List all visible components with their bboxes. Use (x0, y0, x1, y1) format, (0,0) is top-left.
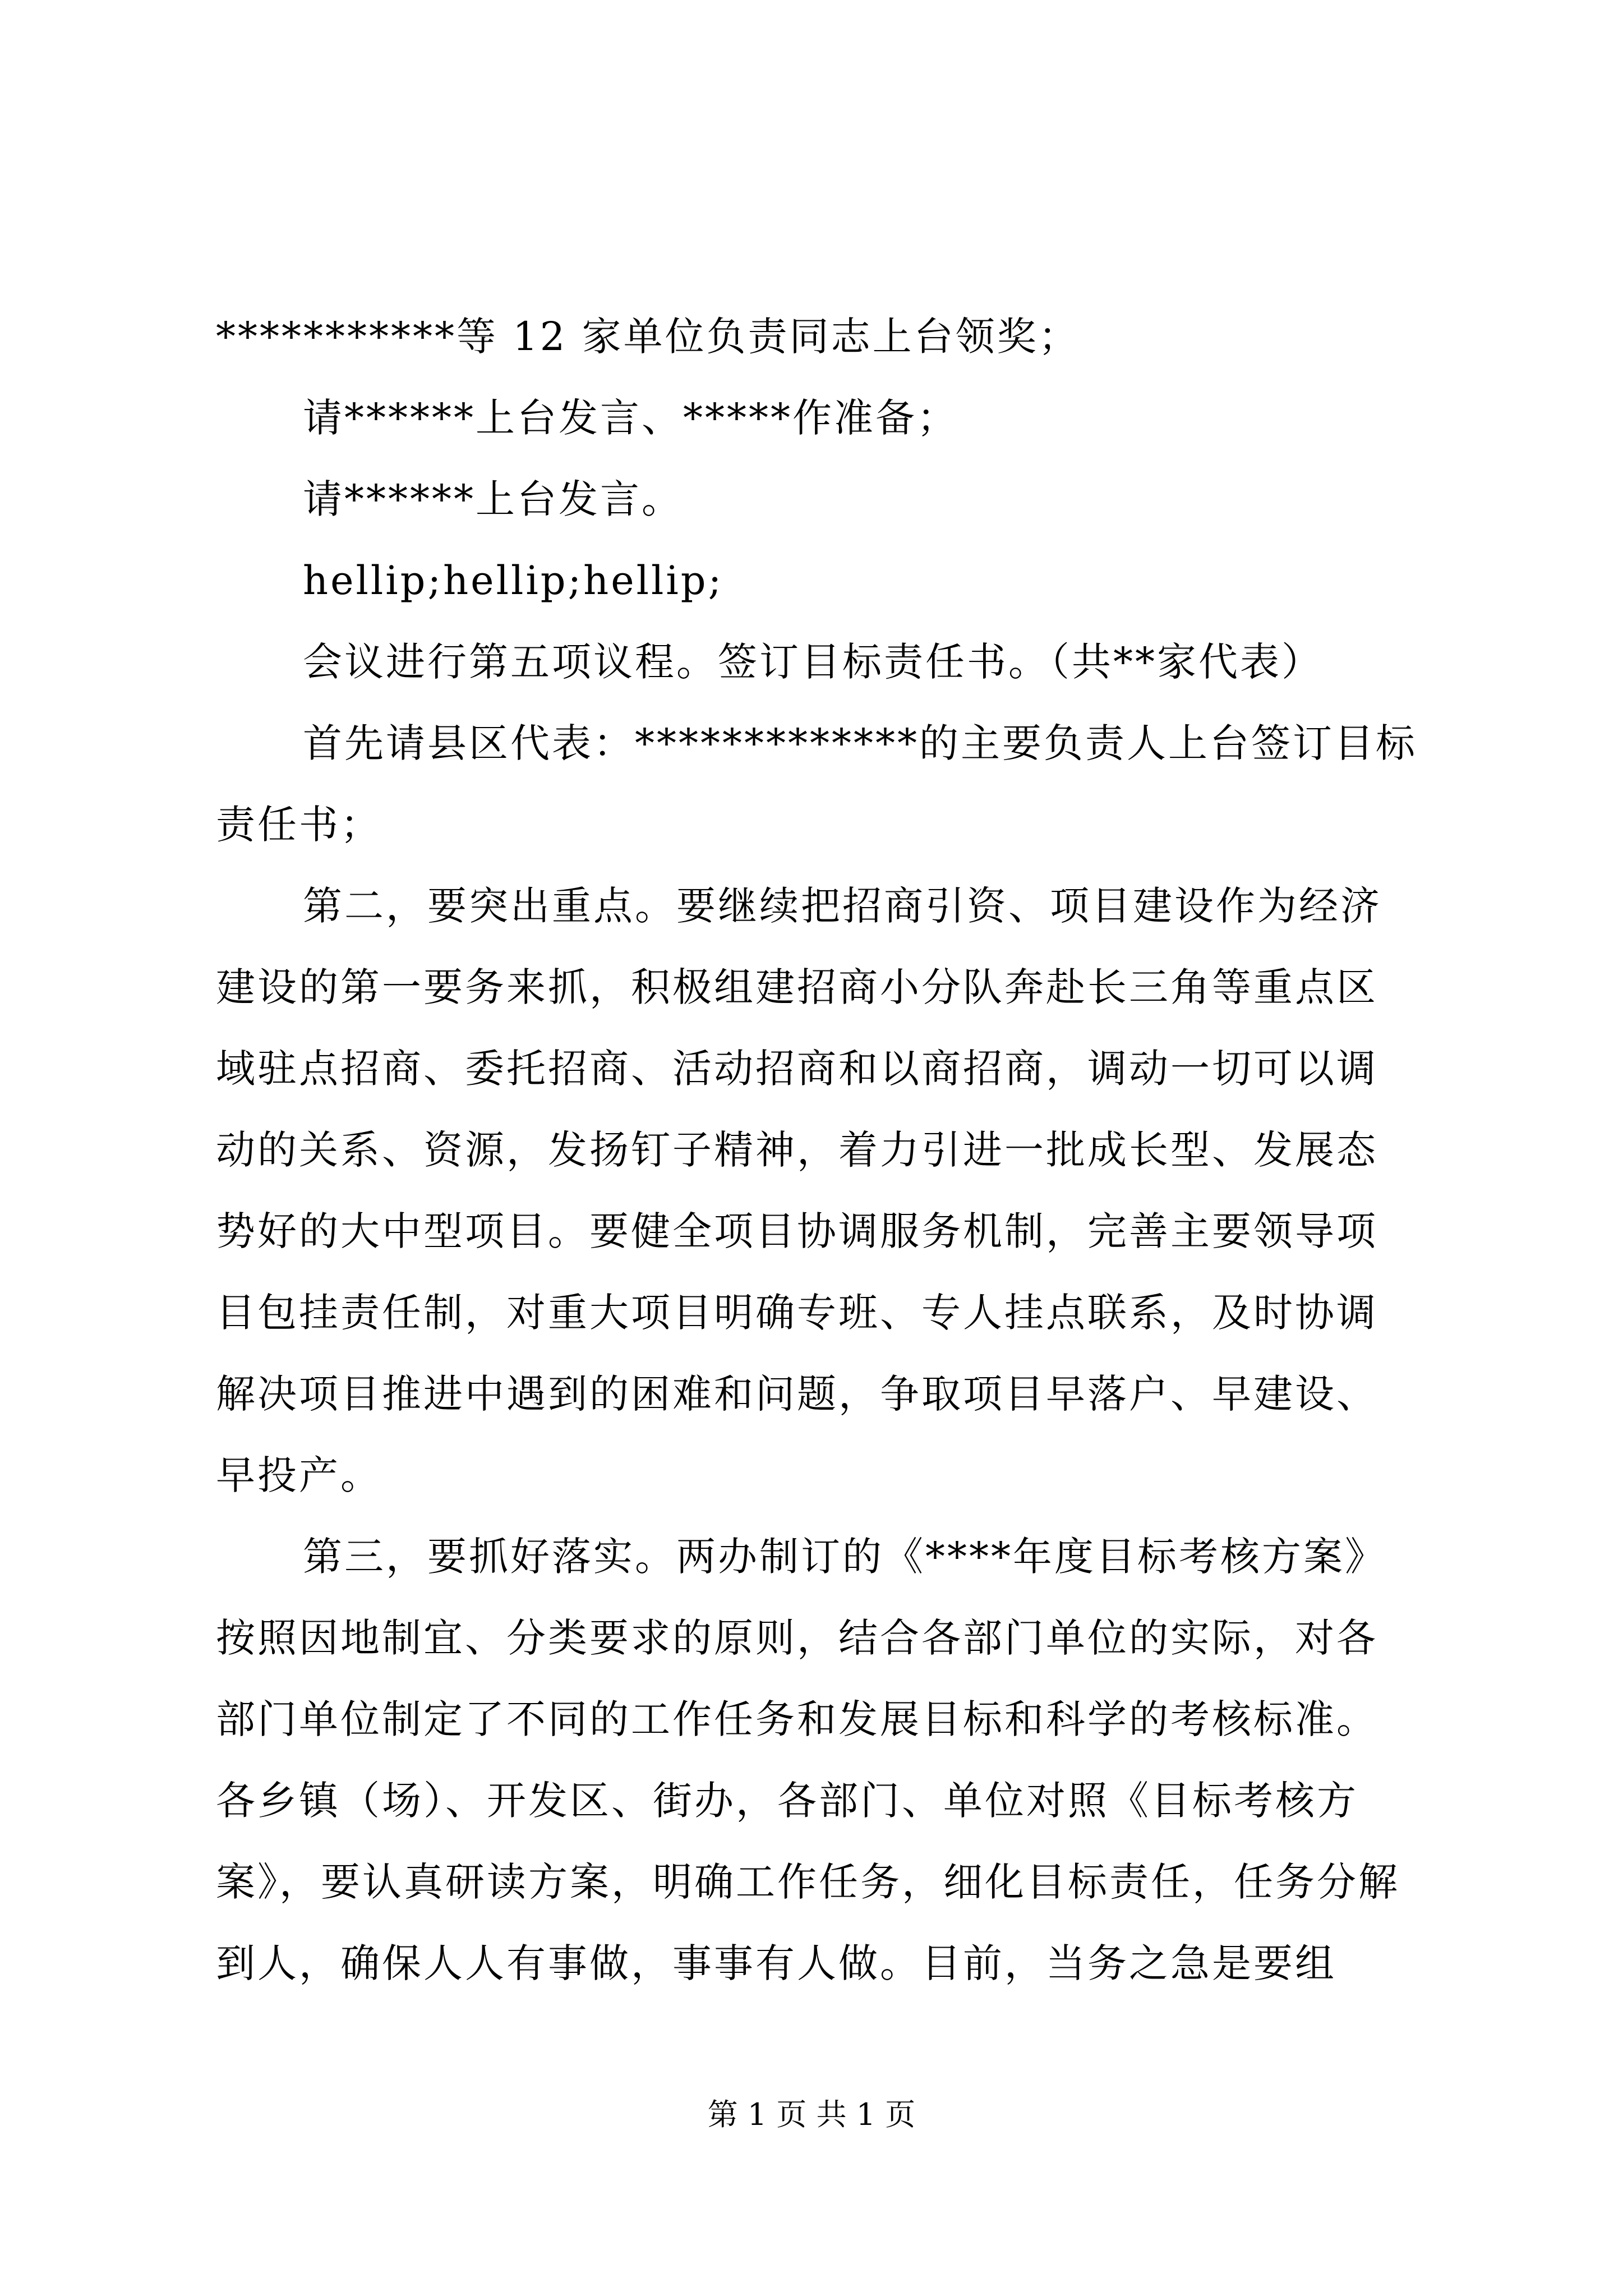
document-body (216, 296, 1419, 2004)
paragraph-agenda-five: 会议进行第五项议程。签订目标责任书。（共**家代表） (303, 639, 1323, 685)
paragraph-awards: ***********等 12 家单位负责同志上台领奖； (216, 314, 1080, 360)
page-number-footer: 第 1 页 共 1 页 (707, 2097, 916, 2132)
paragraph-speech-prepare: 请******上台发言、*****作准备； (303, 395, 958, 441)
paragraph-third-point: 第三，要抓好落实。两办制订的《****年度目标考核方案》按照因地制宜、分类要求的原则，结合各部门单位的实际，对各部门单位制定了不同的工作任务和发展目标和科学的考核标准。各乡镇（场）、开发区、街办，各部门、单位对照《目标考核方案》，要认真研读方案，明确工作任务，细化目标责任，任务分解到人，确保人人有事做，事事有人做。目前，当务之急是要组 (216, 1534, 1400, 1986)
paragraph-second-point: 第二，要突出重点。要继续把招商引资、项目建设作为经济建设的第一要务来抓，积极组建招商小分队奔赴长三角等重点区域驻点招商、委托招商、活动招商和以商招商，调动一切可以调动的关系、资源，发扬钉子精神，着力引进一批成长型、发展态势好的大中型项目。要健全项目协调服务机制，完善主要领导项目包挂责任制，对重大项目明确专班、专人挂点联系，及时协调解决项目推进中遇到的困难和问题，争取项目早落户、早建设、早投产。 (216, 883, 1382, 1498)
paragraph-county-representatives: 首先请县区代表：*************的主要负责人上台签订目标责任书； (216, 720, 1417, 848)
paragraph-ellipsis: hellip;hellip;hellip; (303, 558, 724, 604)
paragraph-speech: 请******上台发言。 (303, 476, 683, 522)
